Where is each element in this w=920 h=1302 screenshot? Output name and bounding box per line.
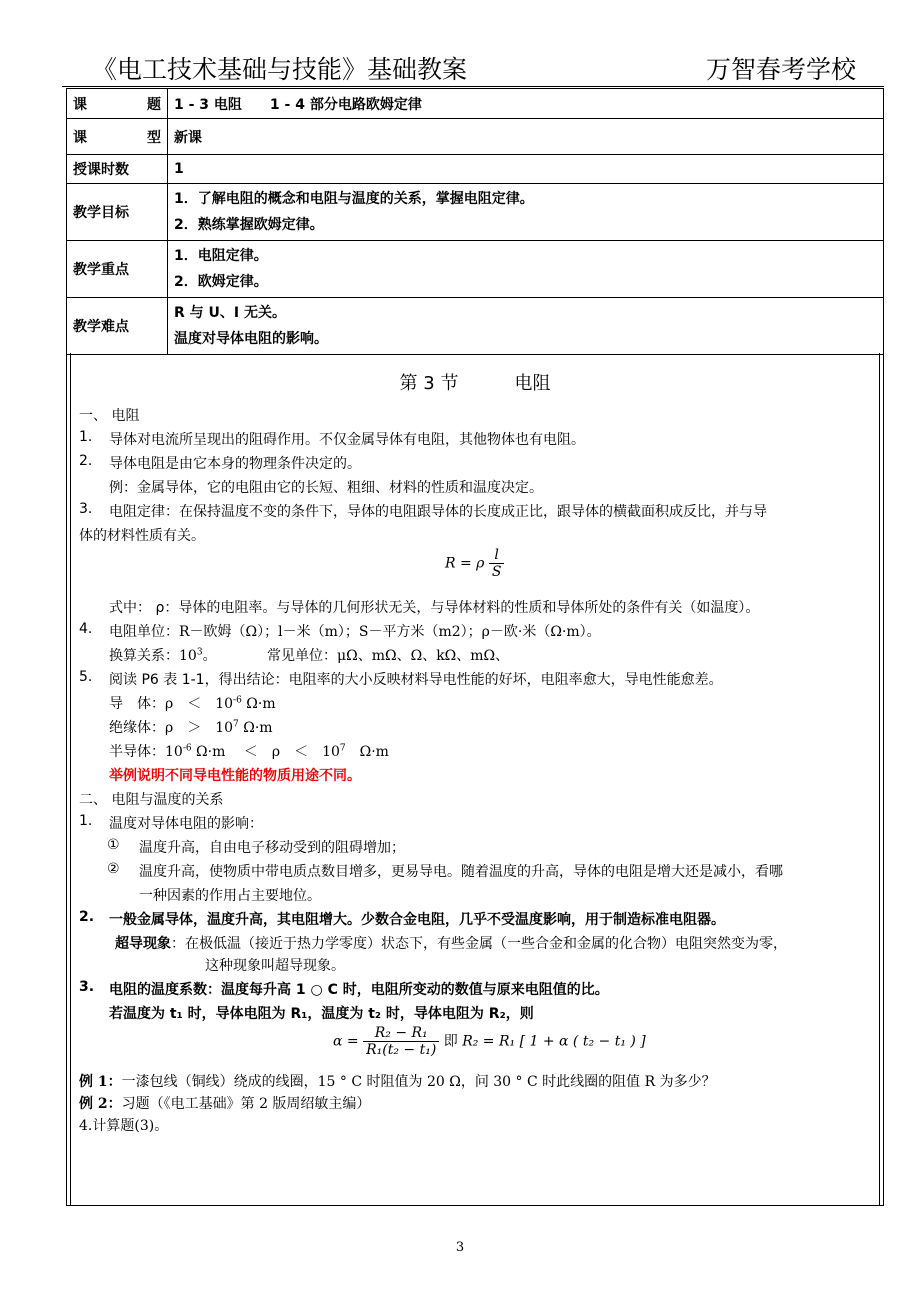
resistivity-note: 式中： ρ：导体的电阻率。与导体的几何形状无关，与导体材料的性质和导体所处的条件有关（如温度）。 <box>109 600 760 616</box>
item-number: 5. <box>79 669 93 685</box>
item-number: 3. <box>79 979 95 995</box>
semiconductor-range: 半导体：$10^{-6}$ Ω·m ＜ ρ ＜ $10^7$ Ω·m <box>109 743 389 760</box>
resistance-law-a: 电阻定律：在保持温度不变的条件下，导体的电阻跟导体的长度成正比，跟导体的横截面积成反比，并与导 <box>109 504 767 520</box>
label-hours: 授课时数 <box>67 155 168 184</box>
value-topic: 1 - 3 电阻 1 - 4 部分电路欧姆定律 <box>168 89 884 119</box>
item-number: ② <box>107 861 120 877</box>
item-number: 4. <box>79 621 93 637</box>
resistance-units: 电阻单位：R－欧姆（Ω）；l－米（m）；S－平方米（m2）；ρ－欧·米（Ω·m）。 <box>109 624 601 640</box>
document-title: 《电工技术基础与技能》基础教案 <box>92 55 468 84</box>
school-name: 万智春考学校 <box>705 55 856 84</box>
item-number: 1. <box>79 429 93 445</box>
temperature-effect-2b: 一种因素的作用占主要地位。 <box>139 888 321 904</box>
label-type: 课 型 <box>67 119 168 155</box>
heading-resistance: 一、 电阻 <box>79 408 140 424</box>
resistance-origin: 导体电阻是由它本身的物理条件决定的。 <box>109 456 361 472</box>
metal-temperature: 一般金属导体，温度升高，其电阻增大。少数合金电阻，几乎不受温度影响，用于制造标准电阻器。 <box>109 912 725 928</box>
row-hours <box>67 155 884 184</box>
value-key-points: 1．电阻定律。 2．欧姆定律。 <box>168 241 884 298</box>
example-1: 例 1：一漆包线（铜线）绕成的线圈，15 ° C 时阻值为 20 Ω，问 30 ° C 时此线圈的阻值 R 为多少？ <box>79 1074 716 1090</box>
value-objectives: 1．了解电阻的概念和电阻与温度的关系，掌握电阻定律。 2．熟练掌握欧姆定律。 <box>168 184 884 241</box>
temperature-effect-1: 温度升高，自由电子移动受到的阻碍增加； <box>139 840 405 856</box>
section-title: 第 3 节 电阻 <box>399 373 551 394</box>
label-topic: 课 题 <box>67 89 168 119</box>
resistance-law-formula: R = ρ $\frac{l}{S}$ <box>445 547 504 580</box>
item-number: 3. <box>79 501 93 517</box>
superconductivity-b: 这种现象叫超导现象。 <box>205 958 345 974</box>
item-number: 1. <box>79 813 93 829</box>
red-note: 举例说明不同导电性能的物质用途不同。 <box>109 768 361 784</box>
lesson-info-table <box>66 88 884 355</box>
item-number: 2. <box>79 909 95 925</box>
superconductivity-a: 超导现象：在极低温（接近于热力学零度）状态下，有些金属（一些合金和金属的化合物）电阻突然变为零， <box>115 936 787 952</box>
label-objectives: 教学目标 <box>67 184 168 241</box>
temperature-coefficient-formula: α = $\frac{\text{R₂ − R₁}}{\text{R₁(t₂ − t₁)}}$ 即 R₂ = R₁ [ 1 + α ( t₂ − t₁ ) ] <box>333 1025 646 1058</box>
item-number: 2. <box>79 453 93 469</box>
value-hours: 1 <box>168 155 884 184</box>
header-rule <box>62 86 884 87</box>
temperature-effect: 温度对导体电阻的影响： <box>109 816 263 832</box>
lesson-content-inner <box>70 353 880 1205</box>
temperature-effect-2a: 温度升高，使物质中带电质点数目增多，更易导电。随着温度的升高，导体的电阻是增大还是减小，看哪 <box>139 864 783 880</box>
lesson-content <box>66 353 884 1206</box>
heading-temperature: 二、 电阻与温度的关系 <box>79 792 224 808</box>
temperature-coefficient: 电阻的温度系数：温度每升高 1 ○ C 时，电阻所变动的数值与原来电阻值的比。 <box>109 982 609 998</box>
resistance-example: 例：金属导体，它的电阻由它的长短、粗细、材料的性质和温度决定。 <box>109 480 543 496</box>
value-difficulties: R 与 U、I 无关。 温度对导体电阻的影响。 <box>168 298 884 355</box>
page-header <box>62 50 884 86</box>
resistance-definition: 导体对电流所呈现出的阻碍作用。不仅金属导体有电阻，其他物体也有电阻。 <box>109 432 585 448</box>
resistivity-conclusion: 阅读 P6 表 1-1，得出结论：电阻率的大小反映材料导电性能的好坏，电阻率愈大，导电性能愈差。 <box>109 672 723 688</box>
conductor-range: 导 体：ρ ＜ $10^{-6}$ Ω·m <box>109 695 276 712</box>
value-type: 新课 <box>168 119 884 155</box>
row-difficulties <box>67 298 884 355</box>
row-topic <box>67 89 884 119</box>
item-number: ① <box>107 837 120 853</box>
page-number: 3 <box>455 1240 465 1255</box>
resistance-law-b: 体的材料性质有关。 <box>79 528 205 544</box>
row-key-points <box>67 241 884 298</box>
label-difficulties: 教学难点 <box>67 298 168 355</box>
temperature-coefficient-setup: 若温度为 t₁ 时，导体电阻为 R₁，温度为 t₂ 时，导体电阻为 R₂，则 <box>109 1006 534 1022</box>
example-2-problem: 4.计算题(3)。 <box>79 1118 169 1134</box>
insulator-range: 绝缘体：ρ ＞ $10^7$ Ω·m <box>109 719 273 736</box>
unit-conversion: 换算关系：$10^3$。 <box>109 647 217 664</box>
row-type <box>67 119 884 155</box>
example-2: 例 2：习题（《电工基础》第 2 版周绍敏主编） <box>79 1096 371 1112</box>
common-units: 常见单位：μΩ、mΩ、Ω、kΩ、mΩ、 <box>267 648 510 664</box>
label-key-points: 教学重点 <box>67 241 168 298</box>
row-objectives <box>67 184 884 241</box>
